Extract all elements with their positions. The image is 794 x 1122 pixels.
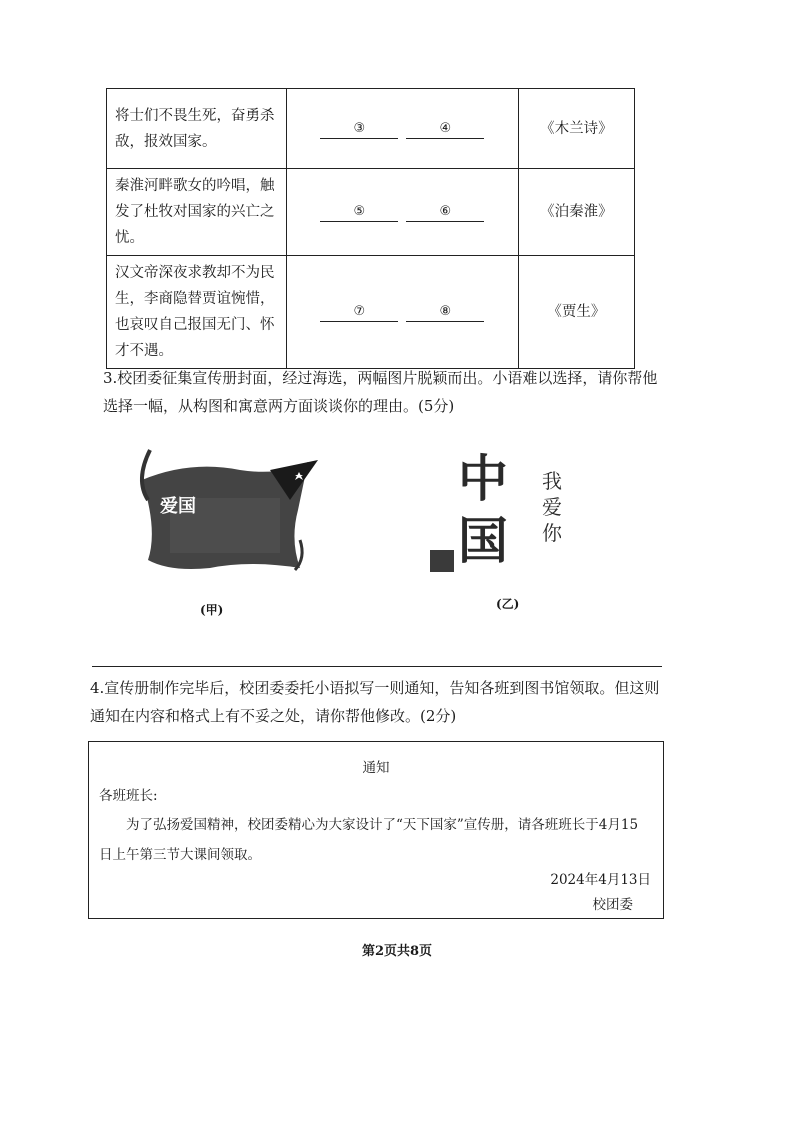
notice-signature: 校团委 <box>592 897 633 913</box>
row-description: 汉文帝深夜求教却不为民生，李商隐替贾谊惋惜，也哀叹自己报国无门、怀才不遇。 <box>107 256 287 369</box>
image-yi-caption: (乙) <box>496 597 520 611</box>
cover-image-yi <box>430 448 600 608</box>
page-footer: 第2页共8页 <box>361 944 433 959</box>
row-description: 秦淮河畔歌女的吟唱，触发了杜牧对国家的兴亡之忧。 <box>107 169 287 256</box>
row-source: 《泊秦淮》 <box>518 169 634 256</box>
divider-line <box>92 666 662 667</box>
notice-body: 为了弘扬爱国精神，校团委精心为大家设计了“天下国家”宣传册，请各班班长于4月15日上午第三节大课间领取。 <box>99 817 639 863</box>
table-row <box>107 169 635 256</box>
image-jia-text: 爱国 <box>160 496 196 517</box>
notice-date: 2024年4月13日 <box>550 872 651 888</box>
notice-title: 通知 <box>362 760 390 776</box>
row-blanks <box>286 169 518 256</box>
table-row <box>107 89 635 169</box>
image-yi-big-text: 中国 <box>458 449 508 570</box>
question-3: 3.校团委征集宣传册封面，经过海选，两幅图片脱颖而出。小语难以选择，请你帮他选择一幅，从构图和寓意两方面谈谈你的理由。(5分) <box>103 369 658 415</box>
row-source: 《贾生》 <box>518 256 634 369</box>
fill-blank[interactable]: ⑤ <box>320 203 398 222</box>
row-blanks <box>286 256 518 369</box>
image-yi-small-text: 我爱你 <box>542 469 562 545</box>
fill-blank[interactable]: ③ <box>320 120 398 139</box>
fill-blank[interactable]: ④ <box>406 120 484 139</box>
fill-blank[interactable]: ⑦ <box>320 303 398 322</box>
cover-image-jia <box>130 440 320 590</box>
row-description: 将士们不畏生死，奋勇杀敌，报效国家。 <box>107 89 287 169</box>
row-blanks <box>286 89 518 169</box>
notice-greeting: 各班班长: <box>99 788 158 804</box>
poem-table <box>106 88 635 369</box>
image-jia-caption: (甲) <box>200 603 224 617</box>
row-source: 《木兰诗》 <box>518 89 634 169</box>
fill-blank[interactable]: ⑥ <box>406 203 484 222</box>
notice-box <box>88 741 664 919</box>
seal-stamp <box>430 550 454 572</box>
table-row <box>107 256 635 369</box>
fill-blank[interactable]: ⑧ <box>406 303 484 322</box>
question-4: 4.宣传册制作完毕后，校团委委托小语拟写一则通知，告知各班到图书馆领取。但这则通知在内容和格式上有不妥之处，请你帮他修改。(2分) <box>90 679 660 725</box>
